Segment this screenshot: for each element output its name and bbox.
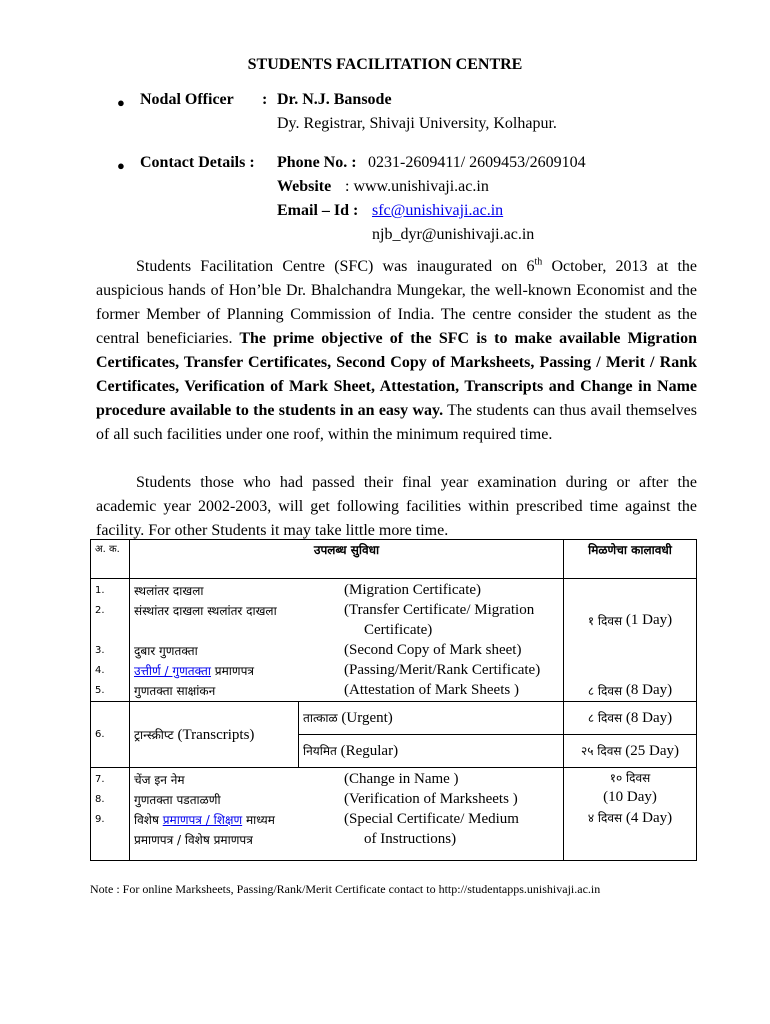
table-row (91, 579, 697, 702)
intro-text: Students Facilitation Centre (SFC) was inaugurated on 6 (136, 258, 535, 275)
bullet-icon: ● (117, 158, 125, 173)
row-duration: ८ दिवस (8 Day) (564, 702, 697, 735)
phone-label: Phone No. : (277, 154, 357, 171)
row-sr: 6. (91, 702, 130, 768)
phone-value: 0231-2609411/ 2609453/2609104 (368, 154, 586, 171)
table-row (91, 702, 697, 735)
intro-paragraph (96, 255, 697, 447)
nodal-colon: : (262, 91, 268, 108)
row-sr: 7. 8. 9. (91, 768, 130, 861)
website-value: : www.unishivaji.ac.in (345, 178, 489, 195)
row-facility: चेंज इन नेम (Change in Name ) गुणतक्ता पडताळणी (Verification of Marksheets ) विशेष प्रमाणपत्र / शिक्षण माध्यम (Special Certificate/ Medium प्रमाणपत्र / विशेष प्रमाणपत्र of Instructions) (130, 768, 564, 861)
facility-link[interactable]: प्रमाणपत्र / शिक्षण (162, 812, 243, 827)
row-sr: 1. 2. 3. 4. 5. (91, 579, 130, 702)
row-duration: १० दिवस (10 Day) ४ दिवस (4 Day) (564, 768, 697, 861)
footnote: Note : For online Marksheets, Passing/Rank/Merit Certificate contact to http://studentapps.unishivaji.ac.in (90, 882, 601, 896)
urgent-option: तात्काळ (Urgent) (299, 702, 564, 735)
email-label: Email – Id : (277, 202, 359, 219)
header-sr: अ. क. (91, 540, 130, 579)
eligibility-text: Students those who had passed their final year examination during or after the academic year 2002-2003, will get following facilities within prescribed time against the facility. For other Students it may take little more time. (96, 474, 697, 539)
facilities-table (90, 539, 697, 861)
intro-text: October, 2013 at the auspicious hands of Hon’ble Dr. Bhalchandra Mungekar, the well-known Economist and the former Member of Planning Commission of India. The centre consider the student as the central beneficiaries. (96, 258, 697, 347)
row-duration: १ दिवस (1 Day) ८ दिवस (8 Day) (564, 579, 697, 702)
header-facility: उपलब्ध सुविधा (130, 540, 564, 579)
contact-label: Contact Details : (140, 154, 255, 171)
nodal-officer-designation: Dy. Registrar, Shivaji University, Kolhapur. (277, 115, 557, 132)
row-facility: स्थलांतर दाखला (Migration Certificate) संस्थांतर दाखला स्थलांतर दाखला (Transfer Certificate/ Migration Certificate) दुबार गुणतक्ता (Second Copy of Mark sheet) उत्तीर्ण / गुणतक्ता प्रमाणपत्र (Passing/Merit/Rank Certificate) गुणतक्ता साक्षांकन (Attestation of Mark Sheets ) (130, 579, 564, 702)
intro-text: The students can thus avail themselves of all such facilities under one roof, within the minimum required time. (96, 402, 698, 443)
eligibility-paragraph (96, 471, 697, 543)
objective-text: The prime objective of the SFC is to make available Migration Certificates, Transfer Certificates, Second Copy of Marksheets, Passing / Merit / Rank Certificates, Verification of Mark Sheet, Attestation, Transcripts and Change in Name procedure available to the students in an easy way. (96, 330, 698, 419)
website-label: Website (277, 178, 332, 195)
row-duration: २५ दिवस (25 Day) (564, 735, 697, 768)
header-duration: मिळणेचा कालावधी (564, 540, 697, 579)
email-link[interactable]: sfc@unishivaji.ac.in (372, 202, 504, 219)
regular-option: नियमित (Regular) (299, 735, 564, 768)
facility-link[interactable]: उत्तीर्ण / गुणतक्ता (134, 663, 211, 678)
table-header-row (91, 540, 697, 579)
row-facility: ट्रान्स्क्रीप्ट (Transcripts) (130, 702, 299, 768)
email-secondary: njb_dyr@unishivaji.ac.in (372, 226, 535, 243)
nodal-officer-name: Dr. N.J. Bansode (277, 91, 392, 108)
page-title: STUDENTS FACILITATION CENTRE (247, 56, 523, 73)
table-row (91, 768, 697, 861)
bullet-icon: ● (117, 95, 125, 110)
ordinal-suffix: th (534, 256, 543, 268)
nodal-officer-label: Nodal Officer (140, 91, 234, 108)
